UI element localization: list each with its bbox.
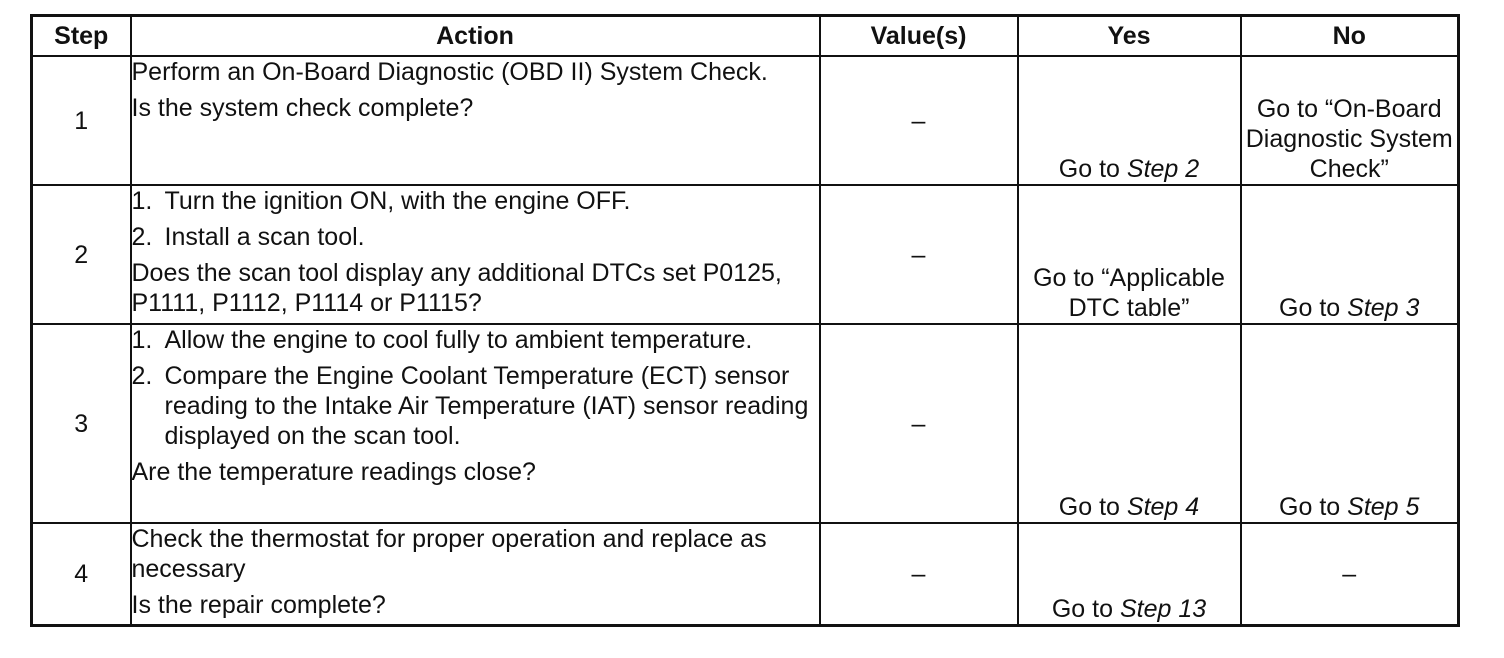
yes-cell bbox=[1018, 523, 1241, 626]
no-step-ref: Step 5 bbox=[1347, 493, 1420, 521]
header-step: Step bbox=[32, 16, 131, 57]
table-row bbox=[32, 523, 1459, 626]
yes-step-ref: Step 4 bbox=[1126, 493, 1200, 521]
action-question: Are the temperature readings close? bbox=[131, 458, 536, 486]
no-cell: Go to “On-Board Diagnostic System Check” bbox=[1241, 56, 1459, 185]
item-number: 2. bbox=[131, 223, 153, 251]
value-cell: – bbox=[820, 185, 1018, 324]
table-row bbox=[32, 56, 1459, 185]
step-number: 4 bbox=[32, 523, 131, 626]
header-values: Value(s) bbox=[820, 16, 1018, 57]
no-cell bbox=[1241, 324, 1459, 523]
item-text: Turn the ignition ON, with the engine OFF. bbox=[164, 187, 631, 215]
action-text: Check the thermostat for proper operation and replace as necessary bbox=[131, 525, 767, 583]
header-no: No bbox=[1241, 16, 1459, 57]
yes-step-ref: Step 13 bbox=[1119, 595, 1207, 623]
item-number: 1. bbox=[131, 326, 153, 354]
action-question: Is the system check complete? bbox=[131, 94, 474, 122]
yes-cell: Go to “Applicable DTC table” bbox=[1018, 185, 1241, 324]
header-row bbox=[32, 16, 1459, 57]
table-row bbox=[32, 324, 1459, 523]
yes-prefix: Go to bbox=[1051, 595, 1113, 623]
step-number: 1 bbox=[32, 56, 131, 185]
yes-prefix: Go to bbox=[1058, 493, 1120, 521]
action-list-item bbox=[132, 361, 819, 451]
no-cell: – bbox=[1241, 523, 1459, 626]
item-number: 1. bbox=[131, 187, 153, 215]
header-yes: Yes bbox=[1018, 16, 1241, 57]
yes-cell bbox=[1018, 56, 1241, 185]
step-number: 2 bbox=[32, 185, 131, 324]
action-question: Is the repair complete? bbox=[131, 591, 386, 619]
action-list-item bbox=[132, 186, 819, 216]
action-cell bbox=[131, 56, 820, 185]
action-cell bbox=[131, 185, 820, 324]
value-cell: – bbox=[820, 523, 1018, 626]
value-cell: – bbox=[820, 56, 1018, 185]
item-text: Allow the engine to cool fully to ambient temperature. bbox=[164, 326, 753, 354]
table-row bbox=[32, 185, 1459, 324]
action-cell bbox=[131, 324, 820, 523]
action-list-item bbox=[132, 325, 819, 355]
step-number: 3 bbox=[32, 324, 131, 523]
action-cell bbox=[131, 523, 820, 626]
action-text: Perform an On-Board Diagnostic (OBD II) System Check. bbox=[131, 58, 768, 86]
diagnostic-table bbox=[30, 14, 1460, 627]
item-text: Compare the Engine Coolant Temperature (ECT) sensor reading to the Intake Air Temperature (IAT) sensor reading displayed on the scan tool. bbox=[164, 362, 809, 450]
yes-cell bbox=[1018, 324, 1241, 523]
item-number: 2. bbox=[131, 362, 153, 390]
value-cell: – bbox=[820, 324, 1018, 523]
action-question: Does the scan tool display any additional DTCs set P0125, P1111, P1112, P1114 or P1115? bbox=[131, 259, 782, 317]
action-list-item bbox=[132, 222, 819, 252]
header-action: Action bbox=[131, 16, 820, 57]
item-text: Install a scan tool. bbox=[164, 223, 365, 251]
yes-step-ref: Step 2 bbox=[1126, 155, 1200, 183]
no-prefix: Go to bbox=[1279, 493, 1341, 521]
yes-prefix: Go to bbox=[1058, 155, 1120, 183]
no-cell bbox=[1241, 185, 1459, 324]
no-step-ref: Step 3 bbox=[1347, 294, 1420, 322]
no-prefix: Go to bbox=[1279, 294, 1341, 322]
